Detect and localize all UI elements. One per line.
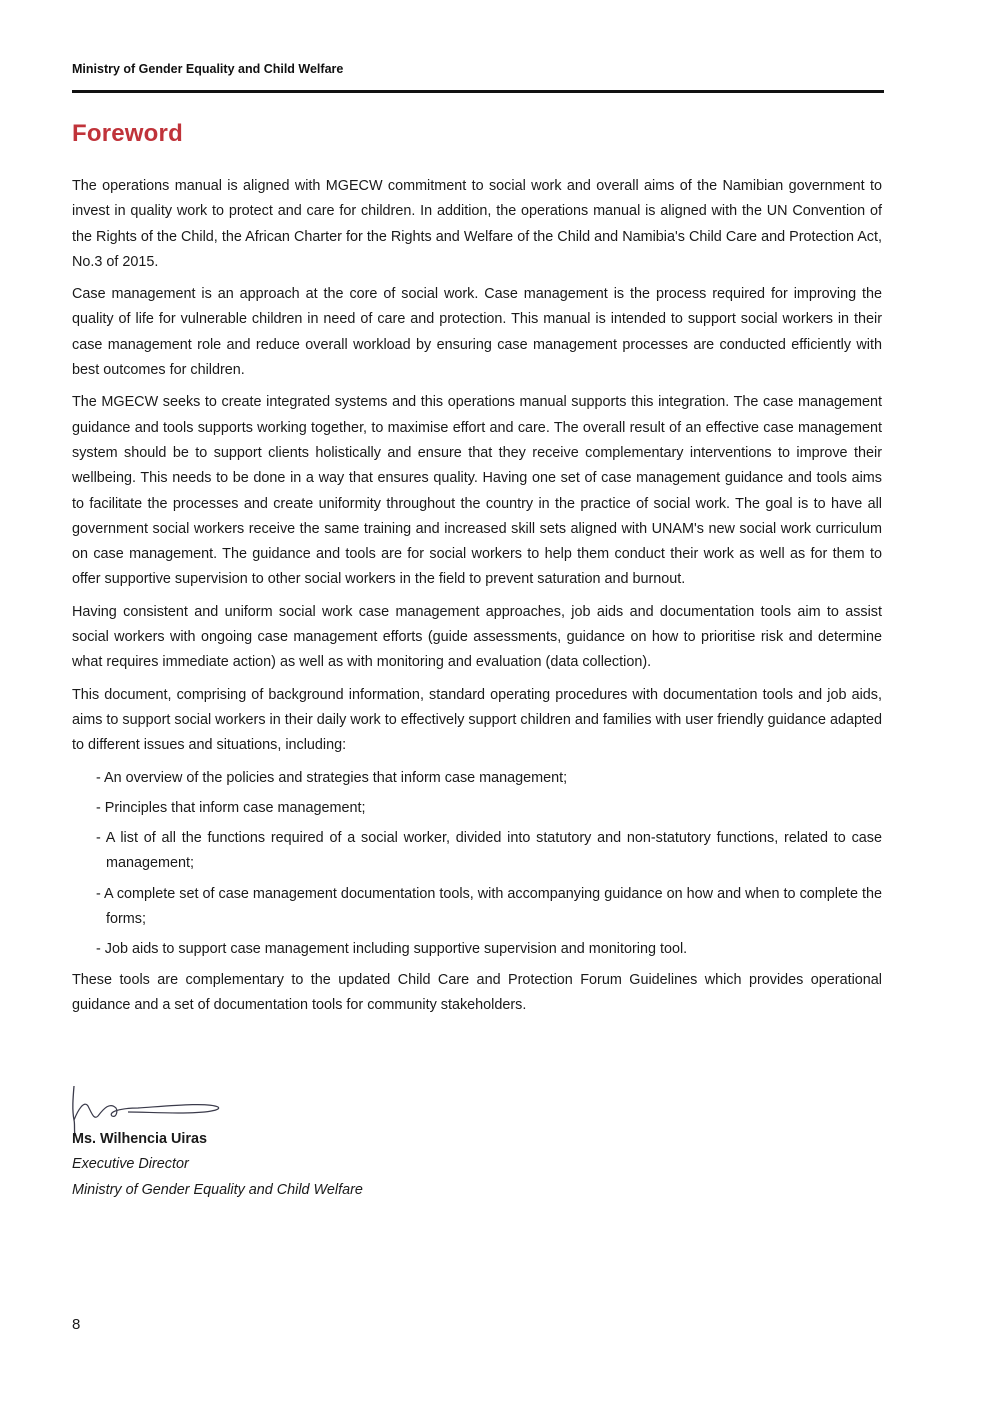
signatory-role: Executive Director (72, 1156, 189, 1173)
signatory-block (72, 1127, 363, 1203)
page-title: Foreword (72, 120, 183, 147)
list-item: - Principles that inform case management; (96, 799, 366, 816)
paragraph: This document, comprising of background information, standard operating procedures with documentation tools and job aids, aims to support social workers in their daily work to effectively support children and families with user friendly guidance adapted to different issues and situations, including: (72, 686, 883, 754)
header-organization: Ministry of Gender Equality and Child Welfare (72, 62, 344, 76)
paragraph: Having consistent and uniform social work case management approaches, job aids and documentation tools aim to assist social workers with ongoing case management efforts (guide assessments, guidance on how to prioritise risk and determine what requires immediate action) as well as with monitoring and evaluation (data collection). (72, 603, 882, 671)
list-item: - Job aids to support case management including supportive supervision and monitoring tool. (96, 941, 688, 958)
paragraph: The operations manual is aligned with MGECW commitment to social work and overall aims of the Namibian government to invest in quality work to protect and care for children. In addition, the operations manual is aligned with the UN Convention of the Rights of the Child, the African Charter for the Rights and Welfare of the Child and Namibia's Child Care and Protection Act, No.3 of 2015. (72, 178, 882, 270)
closing-paragraph: These tools are complementary to the updated Child Care and Protection Forum Guidelines which provides operational guidance and a set of documentation tools for community stakeholders. (72, 971, 882, 1013)
list-item: - A list of all the functions required of a social worker, divided into statutory and non-statutory functions, related to case management; (96, 830, 882, 872)
paragraph: Case management is an approach at the core of social work. Case management is the process required for improving the quality of life for vulnerable children in need of care and protection. This manual is intended to support social workers in their case management role and reduce overall workload by ensuring case management processes are conducted efficiently with best outcomes for children. (72, 286, 882, 379)
foreword-body (72, 174, 882, 1025)
list-item: - A complete set of case management documentation tools, with accompanying guidance on how and when to complete the forms; (96, 885, 882, 928)
list-item: - An overview of the policies and strategies that inform case management; (96, 769, 568, 786)
page-number: 8 (72, 1316, 81, 1333)
signatory-organization: Ministry of Gender Equality and Child Welfare (72, 1181, 363, 1198)
bullet-list (72, 766, 882, 963)
paragraph: The MGECW seeks to create integrated systems and this operations manual supports this integration. The case management guidance and tools supports working together, to maximise effort and care. The overall result of an effective case management system should be to support clients holistically and ensure that they receive complementary interventions to improve their wellbeing. This needs to be done in a way that ensures quality. Having one set of case management guidance and tools aims to facilitate the processes and create uniformity throughout the country in the practice of social work. The goal is to have all government social workers receive the same training and increased skill sets aligned with UNAM's new social work curriculum on case management. The guidance and tools are for social workers to help them conduct their work as well as for them to offer supportive supervision to other social workers in the field to prevent saturation and burnout. (72, 394, 882, 588)
signatory-name: Ms. Wilhencia Uiras (72, 1131, 208, 1147)
page-header (72, 58, 884, 93)
